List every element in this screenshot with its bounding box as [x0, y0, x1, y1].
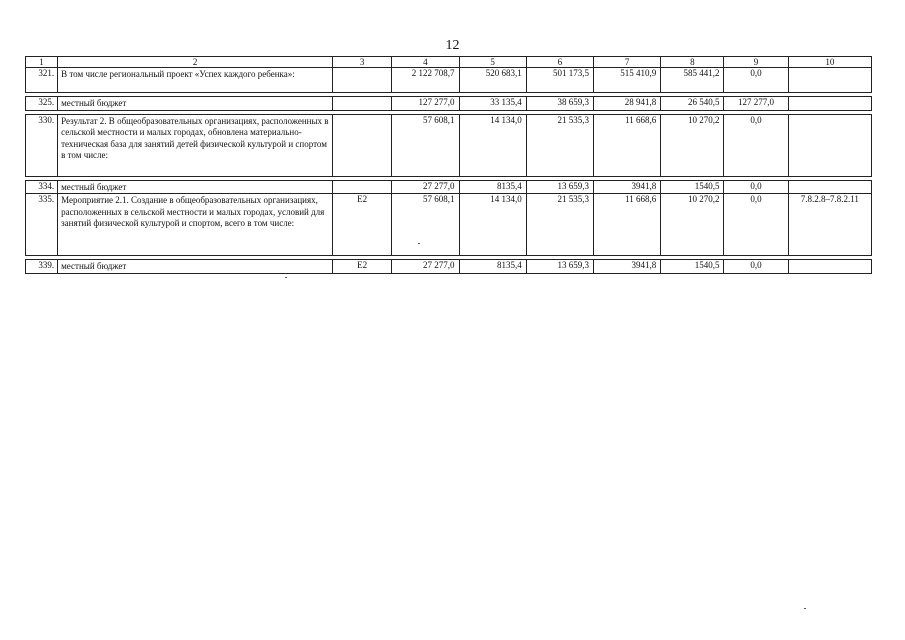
row-number: 335. — [26, 194, 58, 256]
column-header: 3 — [333, 57, 392, 68]
cell-value: 3941,8 — [593, 180, 660, 194]
cell-value: 26 540,5 — [661, 97, 724, 111]
cell-value — [788, 180, 871, 194]
cell-value: 585 441,2 — [661, 68, 724, 93]
page-number: 12 — [445, 38, 460, 53]
cell-value: 11 668,6 — [593, 114, 660, 176]
budget-table — [25, 56, 872, 274]
cell-value: 1540,5 — [661, 260, 724, 274]
cell-value: 520 683,1 — [459, 68, 526, 93]
column-header: 5 — [459, 57, 526, 68]
column-header: 4 — [392, 57, 459, 68]
cell-value — [788, 97, 871, 111]
cell-value — [788, 68, 871, 93]
cell-value: 8135,4 — [459, 180, 526, 194]
table-row — [26, 68, 872, 93]
cell-value: 13 659,3 — [526, 260, 593, 274]
cell-value — [788, 260, 871, 274]
cell-value: 2 122 708,7 — [392, 68, 459, 93]
row-number: 321. — [26, 68, 58, 93]
column-header: 7 — [593, 57, 660, 68]
cell-value: 13 659,3 — [526, 180, 593, 194]
cell-value: 7.8.2.8–7.8.2.11 — [788, 194, 871, 256]
cell-value: 501 173,5 — [526, 68, 593, 93]
scan-speck — [804, 608, 806, 609]
table-row — [26, 260, 872, 274]
row-code — [333, 68, 392, 93]
scan-speck — [285, 277, 287, 278]
row-code — [333, 114, 392, 176]
row-number: 334. — [26, 180, 58, 194]
row-number: 330. — [26, 114, 58, 176]
cell-value: 515 410,9 — [593, 68, 660, 93]
row-name: Мероприятие 2.1. Создание в общеобразовательных организациях, расположенных в сельской местности и малых городах, условий для занятий физической культурой и спортом, всего в том числе: — [58, 194, 333, 256]
row-name: местный бюджет — [58, 97, 333, 111]
scan-speck — [418, 243, 420, 244]
row-name: местный бюджет — [58, 260, 333, 274]
cell-value: 0,0 — [724, 194, 788, 256]
row-code: Е2 — [333, 194, 392, 256]
cell-value: 0,0 — [724, 180, 788, 194]
column-header: 6 — [526, 57, 593, 68]
row-name: Результат 2. В общеобразовательных организациях, расположенных в сельской местности и малых городах, обновлена материально-техническая база для занятий детей физической культурой и спортом в том числе: — [58, 114, 333, 176]
table-header-row — [26, 57, 872, 68]
cell-value: 0,0 — [724, 68, 788, 93]
cell-value — [788, 114, 871, 176]
cell-value: 0,0 — [724, 260, 788, 274]
cell-value: 0,0 — [724, 114, 788, 176]
cell-value: 8135,4 — [459, 260, 526, 274]
cell-value: 27 277,0 — [392, 180, 459, 194]
cell-value: 11 668,6 — [593, 194, 660, 256]
row-number: 325. — [26, 97, 58, 111]
table-row — [26, 180, 872, 194]
row-code — [333, 97, 392, 111]
cell-value: 21 535,3 — [526, 114, 593, 176]
cell-value: 57 608,1 — [392, 114, 459, 176]
row-code — [333, 180, 392, 194]
cell-value: 21 535,3 — [526, 194, 593, 256]
column-header: 9 — [724, 57, 788, 68]
row-code: Е2 — [333, 260, 392, 274]
cell-value: 38 659,3 — [526, 97, 593, 111]
table-row — [26, 194, 872, 256]
table-row — [26, 114, 872, 176]
column-header: 2 — [58, 57, 333, 68]
row-name: В том числе региональный проект «Успех каждого ребенка»: — [58, 68, 333, 93]
cell-value: 28 941,8 — [593, 97, 660, 111]
row-number: 339. — [26, 260, 58, 274]
table-row — [26, 97, 872, 111]
cell-value: 14 134,0 — [459, 194, 526, 256]
cell-value: 14 134,0 — [459, 114, 526, 176]
cell-value: 27 277,0 — [392, 260, 459, 274]
cell-value: 10 270,2 — [661, 194, 724, 256]
cell-value: 10 270,2 — [661, 114, 724, 176]
cell-value: 33 135,4 — [459, 97, 526, 111]
cell-value: 127 277,0 — [392, 97, 459, 111]
cell-value: 127 277,0 — [724, 97, 788, 111]
column-header: 8 — [661, 57, 724, 68]
cell-value: 1540,5 — [661, 180, 724, 194]
cell-value: 3941,8 — [593, 260, 660, 274]
cell-value: 57 608,1 — [392, 194, 459, 256]
row-name: местный бюджет — [58, 180, 333, 194]
column-header: 1 — [26, 57, 58, 68]
column-header: 10 — [788, 57, 871, 68]
